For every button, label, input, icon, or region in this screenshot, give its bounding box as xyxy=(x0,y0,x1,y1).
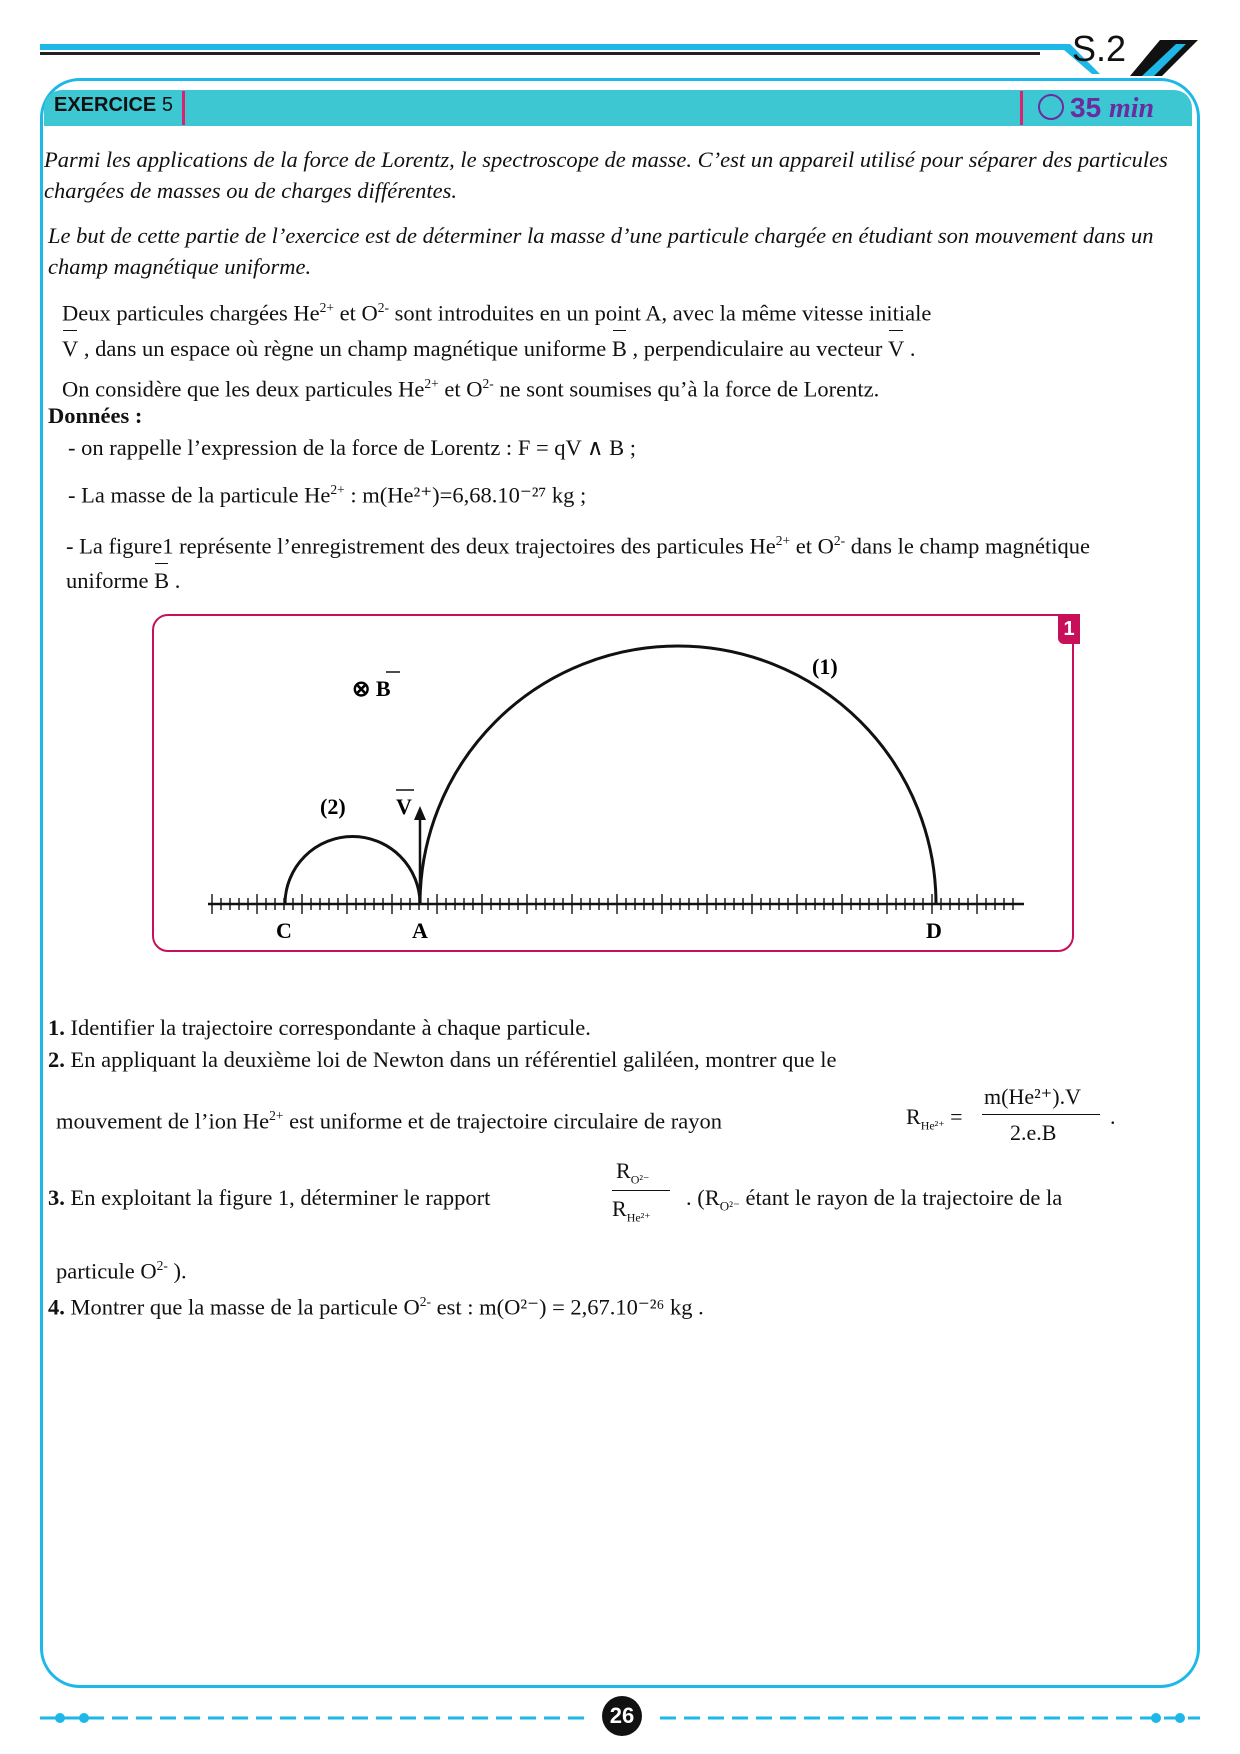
trajectory-2-arc xyxy=(285,837,420,905)
question-3-line-1-end: . ($R_{O^{2-}}$ étant le rayon de la trajectoire de la xyxy=(686,1185,1063,1214)
section-label: S.2 xyxy=(1072,28,1127,69)
trajectory-2-label: (2) xyxy=(320,794,346,819)
trajectory-figure xyxy=(152,614,1074,952)
donnees-item-3: - La figure1 représente l’enregistrement des deux trajectoires des particules $He^{2+}$ et $O^{2-}$ dans le champ magnétique uniforme B . xyxy=(66,524,1176,598)
page-number: 26 xyxy=(602,1696,642,1736)
intro-paragraph-4: On considère que les deux particules $He^{2+}$ et $O^{2-}$ ne sont soumises qu’à la force de Lorentz. xyxy=(62,376,880,402)
intro-paragraph-3: Deux particules chargées $He^{2+}$ et $O^{2-}$ sont introduites en un point A, avec la même vitesse initiale V , dans un espace où règne un champ magnétique uniforme B , perpendiculaire au vecteur V . xyxy=(62,290,1182,366)
timer-divider xyxy=(1020,91,1023,125)
velocity-arrowhead xyxy=(414,806,426,820)
question-2-line-2: mouvement de l’ion $He^{2+}$ est uniforme et de trajectoire circulaire de rayon xyxy=(56,1108,722,1134)
header-rule-black xyxy=(40,52,1040,55)
question-4: 4. Montrer que la masse de la particule $O^{2-}$ est : m(O²⁻) = 2,67.10⁻²⁶ kg . xyxy=(48,1294,704,1320)
question-1: 1. Identifier la trajectoire correspondante à chaque particule. xyxy=(48,1015,591,1040)
point-a-label: A xyxy=(412,918,428,943)
trajectory-1-arc xyxy=(420,646,936,904)
trajectory-1-label: (1) xyxy=(812,654,838,679)
point-c-label: C xyxy=(276,918,292,943)
question-3-line-1: 3. En exploitant la figure 1, déterminer le rapport xyxy=(48,1185,491,1210)
header-rule-blue xyxy=(40,44,1040,50)
exercise-title: EXERCICE 5 xyxy=(54,94,173,116)
point-d-label: D xyxy=(926,918,942,943)
clock-icon xyxy=(1038,94,1064,120)
title-divider xyxy=(182,91,185,125)
donnees-item-1: - on rappelle l’expression de la force de Lorentz : F = qV ∧ B ; xyxy=(68,435,636,460)
velocity-label: V xyxy=(396,794,412,819)
question-3-line-2: particule $O^{2-}$ ). xyxy=(56,1258,187,1284)
figure-number-tag: 1 xyxy=(1058,614,1080,644)
duration-badge: 35 min xyxy=(1038,92,1154,125)
field-symbol-label: ⊗ B xyxy=(352,676,391,701)
donnees-title: Données : xyxy=(48,403,143,428)
intro-paragraph-1: Parmi les applications de la force de Lorentz, le spectroscope de masse. C’est un appareil utilisé pour séparer des particules chargées de masses ou de charges différentes. xyxy=(44,147,1168,203)
intro-paragraph-2: Le but de cette partie de l’exercice est de déterminer la masse d’une particule chargée en étudiant son mouvement dans un champ magnétique uniforme. xyxy=(48,223,1154,279)
donnees-item-2: - La masse de la particule $He^{2+}$ : m(He²⁺)=6,68.10⁻²⁷ kg ; xyxy=(68,482,587,508)
question-2-line-1: 2. En appliquant la deuxième loi de Newton dans un référentiel galiléen, montrer que le xyxy=(48,1047,837,1072)
